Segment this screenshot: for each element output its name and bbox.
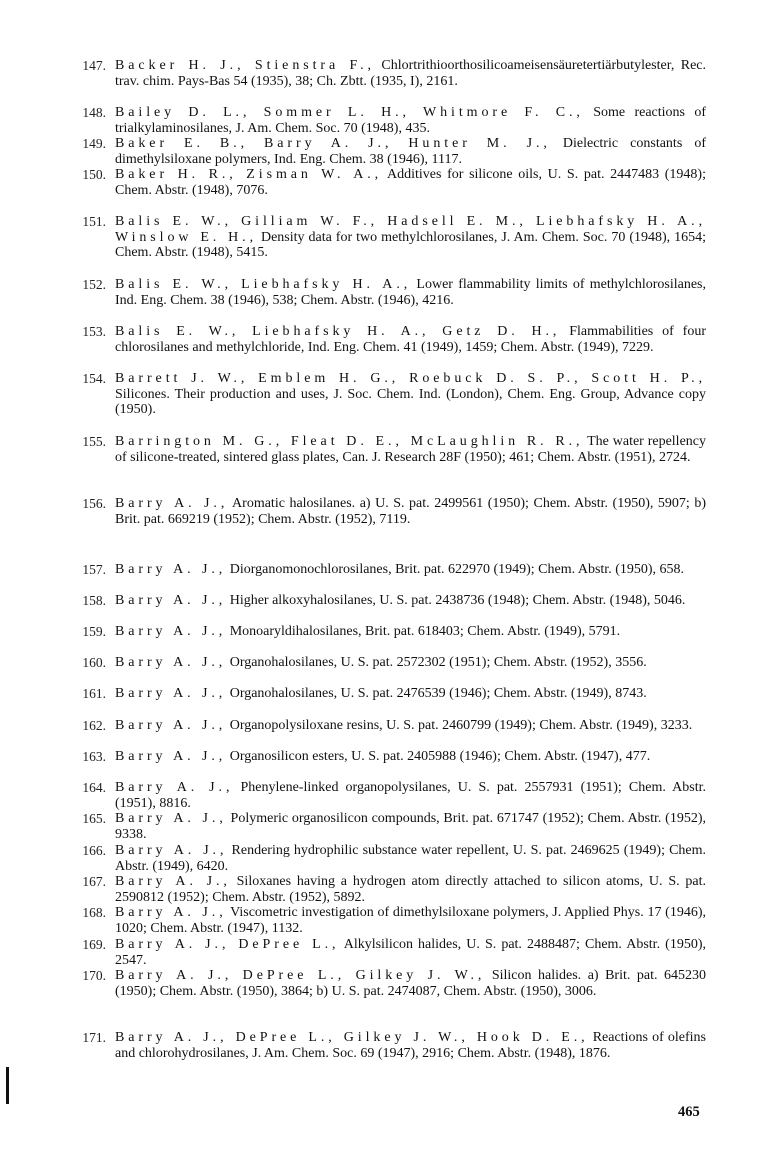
reference-authors: Barry A. J., — [115, 874, 231, 889]
reference-citation: Flammabilities of four chlorosilanes and methylchloride, Ind. Eng. Chem. 41 (1949), 1459; Chem. Abstr. (1949), 7229. — [115, 324, 706, 355]
reference-authors: Barry A. J., — [115, 562, 227, 577]
reference-citation: The water repellency of silicone-treated, sintered glass plates, Can. J. Research 28F (1950); 461; Chem. Abstr. (1951), 2724. — [115, 434, 707, 465]
reference-authors: Barry A. J., — [115, 686, 227, 701]
reference-citation: Organosilicon esters, U. S. pat. 2405988 (1946); Chem. Abstr. (1947), 477. — [229, 749, 651, 764]
reference-authors: Barry A. J., DePree L., — [115, 937, 340, 952]
reference-citation: Higher alkoxyhalosilanes, U. S. pat. 2438736 (1948); Chem. Abstr. (1948), 5046. — [229, 593, 686, 608]
reference-authors: Bailey D. L., Sommer L. H., Whitmore F. C., — [115, 105, 584, 120]
reference-text — [113, 968, 706, 999]
reference-text — [113, 277, 706, 308]
reference-text — [113, 874, 706, 905]
reference-authors: Barry A. J., DePree L., Gilkey J. W., — [115, 968, 486, 983]
reference-authors: Baker E. B., Barry A. J., Hunter M. J., — [115, 136, 551, 151]
reference-number-label: 161. — [82, 686, 106, 701]
reference-authors: Barry A. J., — [115, 905, 227, 920]
reference-number-label: 167. — [82, 874, 106, 889]
reference-citation: Some reactions of trialkylaminosilanes, J. Am. Chem. Soc. 70 (1948), 435. — [115, 105, 707, 136]
reference-number-label: 150. — [82, 167, 106, 182]
reference-text — [113, 624, 706, 640]
reference-text — [113, 105, 706, 136]
reference-citation: Dielectric constants of dimethylsiloxane polymers, Ind. Eng. Chem. 38 (1946), 1117. — [115, 136, 707, 167]
reference-authors: Balis E. W., Liebhafsky H. A., Getz D. H., — [115, 324, 561, 339]
reference-citation: Silicones. Their production and uses, J. Soc. Chem. Ind. (London), Chem. Eng. Group, Advance copy (1950). — [115, 386, 706, 418]
reference-number-label: 165. — [82, 811, 106, 826]
reference-text — [113, 562, 706, 578]
reference-text — [113, 811, 706, 842]
margin-mark — [6, 1067, 9, 1104]
reference-authors: Balis E. W., Liebhafsky H. A., — [115, 277, 412, 292]
reference-text — [113, 58, 706, 89]
reference-authors: Barry A. J., — [115, 811, 227, 826]
reference-citation: Organohalosilanes, U. S. pat. 2572302 (1951); Chem. Abstr. (1952), 3556. — [229, 655, 647, 670]
reference-number-label: 147. — [82, 58, 106, 73]
reference-text — [113, 718, 706, 734]
reference-citation: Additives for silicone oils, U. S. pat. 2447483 (1948); Chem. Abstr. (1948), 7076. — [115, 167, 706, 198]
reference-text — [113, 905, 706, 936]
reference-text — [113, 686, 706, 702]
reference-citation: Rendering hydrophilic substance water repellent, U. S. pat. 2469625 (1949); Chem. Abstr. (1949), 6420. — [115, 843, 707, 874]
reference-authors: Barrington M. G., Fleat D. E., McLaughlin R. R., — [115, 434, 584, 449]
reference-text — [113, 324, 706, 355]
reference-text — [113, 843, 706, 874]
reference-authors: Barrett J. W., Emblem H. G., Roebuck D. S. P., Scott H. P., — [115, 371, 706, 386]
reference-text — [113, 780, 706, 811]
reference-text — [113, 371, 706, 418]
reference-number-label: 164. — [82, 780, 106, 795]
reference-number-label: 155. — [82, 434, 106, 449]
reference-text — [113, 593, 706, 609]
reference-number-label: 162. — [82, 718, 106, 733]
reference-citation: Lower flammability limits of methylchlorosilanes, Ind. Eng. Chem. 38 (1946), 538; Chem. Abstr. (1946), 4216. — [115, 277, 707, 308]
reference-number-label: 152. — [82, 277, 106, 292]
reference-citation: Diorganomonochlorosilanes, Brit. pat. 622970 (1949); Chem. Abstr. (1950), 658. — [229, 562, 685, 577]
reference-text — [113, 167, 706, 198]
reference-citation: Organohalosilanes, U. S. pat. 2476539 (1946); Chem. Abstr. (1949), 8743. — [229, 686, 647, 701]
reference-text — [113, 1030, 706, 1061]
reference-authors: Balis E. W., Gilliam W. F., Hadsell E. M., Liebhafsky H. A., Winslow E. H., — [115, 214, 706, 245]
reference-authors: Barry A. J., — [115, 780, 234, 795]
reference-authors: Barry A. J., DePree L., Gilkey J. W., Hook D. E., — [115, 1030, 589, 1045]
reference-number-label: 154. — [82, 371, 106, 386]
reference-citation: Siloxanes having a hydrogen atom directly attached to silicon atoms, U. S. pat. 2590812 (1952); Chem. Abstr. (1952), 5892. — [115, 874, 707, 905]
reference-number-label: 169. — [82, 937, 106, 952]
reference-number-label: 166. — [82, 843, 106, 858]
reference-citation: Organopolysiloxane resins, U. S. pat. 2460799 (1949); Chem. Abstr. (1949), 3233. — [229, 718, 693, 733]
reference-citation: Viscometric investigation of dimethylsiloxane polymers, J. Applied Phys. 17 (1946), 1020; Chem. Abstr. (1947), 1132. — [115, 905, 707, 936]
reference-number-label: 163. — [82, 749, 106, 764]
reference-text — [113, 214, 706, 261]
reference-text — [113, 749, 706, 765]
reference-text — [113, 937, 706, 968]
reference-number-label: 160. — [82, 655, 106, 670]
page-number: 465 — [678, 1104, 700, 1120]
reference-citation: Density data for two methylchlorosilanes, J. Am. Chem. Soc. 70 (1948), 1654; Chem. Abstr. (1948), 5415. — [115, 229, 707, 261]
reference-authors: Barry A. J., — [115, 655, 227, 670]
reference-citation: Alkylsilicon halides, U. S. pat. 2488487; Chem. Abstr. (1950), 2547. — [115, 937, 706, 968]
reference-authors: Backer H. J., Stienstra F., — [115, 58, 375, 73]
reference-number-label: 149. — [82, 136, 106, 151]
reference-citation: Reactions of olefins and chlorohydrosilanes, J. Am. Chem. Soc. 69 (1947), 2916; Chem. Abstr. (1948), 1876. — [115, 1030, 706, 1061]
reference-number-label: 170. — [82, 968, 106, 983]
reference-authors: Barry A. J., — [115, 496, 229, 511]
reference-citation: Silicon halides. a) Brit. pat. 645230 (1950); Chem. Abstr. (1950), 3864; b) U. S. pat. 2474087, Chem. Abstr. (1950), 3006. — [115, 968, 707, 999]
reference-number-label: 153. — [82, 324, 106, 339]
reference-text — [113, 434, 706, 465]
reference-number-label: 156. — [82, 496, 106, 511]
reference-number-label: 157. — [82, 562, 106, 577]
reference-authors: Barry A. J., — [115, 718, 227, 733]
reference-number-label: 148. — [82, 105, 106, 120]
reference-citation: Chlortrithioorthosilicoameisensäuretertiärbutylester, Rec. trav. chim. Pays-Bas 54 (1935), 38; Ch. Zbtt. (1935, I), 2161. — [115, 58, 707, 89]
reference-authors: Barry A. J., — [115, 749, 227, 764]
reference-number-label: 171. — [82, 1030, 106, 1045]
reference-number-label: 159. — [82, 624, 106, 639]
reference-number-label: 158. — [82, 593, 106, 608]
reference-text — [113, 136, 706, 167]
reference-authors: Barry A. J., — [115, 593, 227, 608]
reference-citation: Monoaryldihalosilanes, Brit. pat. 618403; Chem. Abstr. (1949), 5791. — [229, 624, 621, 639]
reference-citation: Aromatic halosilanes. a) U. S. pat. 2499561 (1950); Chem. Abstr. (1950), 5907; b) Brit. pat. 669219 (1952); Chem. Abstr. (1952), 7119. — [115, 496, 706, 527]
reference-number-label: 168. — [82, 905, 106, 920]
reference-citation: Polymeric organosilicon compounds, Brit. pat. 671747 (1952); Chem. Abstr. (1952), 9338. — [115, 811, 707, 842]
reference-authors: Barry A. J., — [115, 624, 227, 639]
reference-authors: Barry A. J., — [115, 843, 228, 858]
reference-text — [113, 655, 706, 671]
reference-number-label: 151. — [82, 214, 106, 229]
reference-text — [113, 496, 706, 527]
reference-authors: Baker H. R., Zisman W. A., — [115, 167, 383, 182]
reference-citation: Phenylene-linked organopolysilanes, U. S. pat. 2557931 (1951); Chem. Abstr. (1951), 8816. — [115, 780, 707, 811]
